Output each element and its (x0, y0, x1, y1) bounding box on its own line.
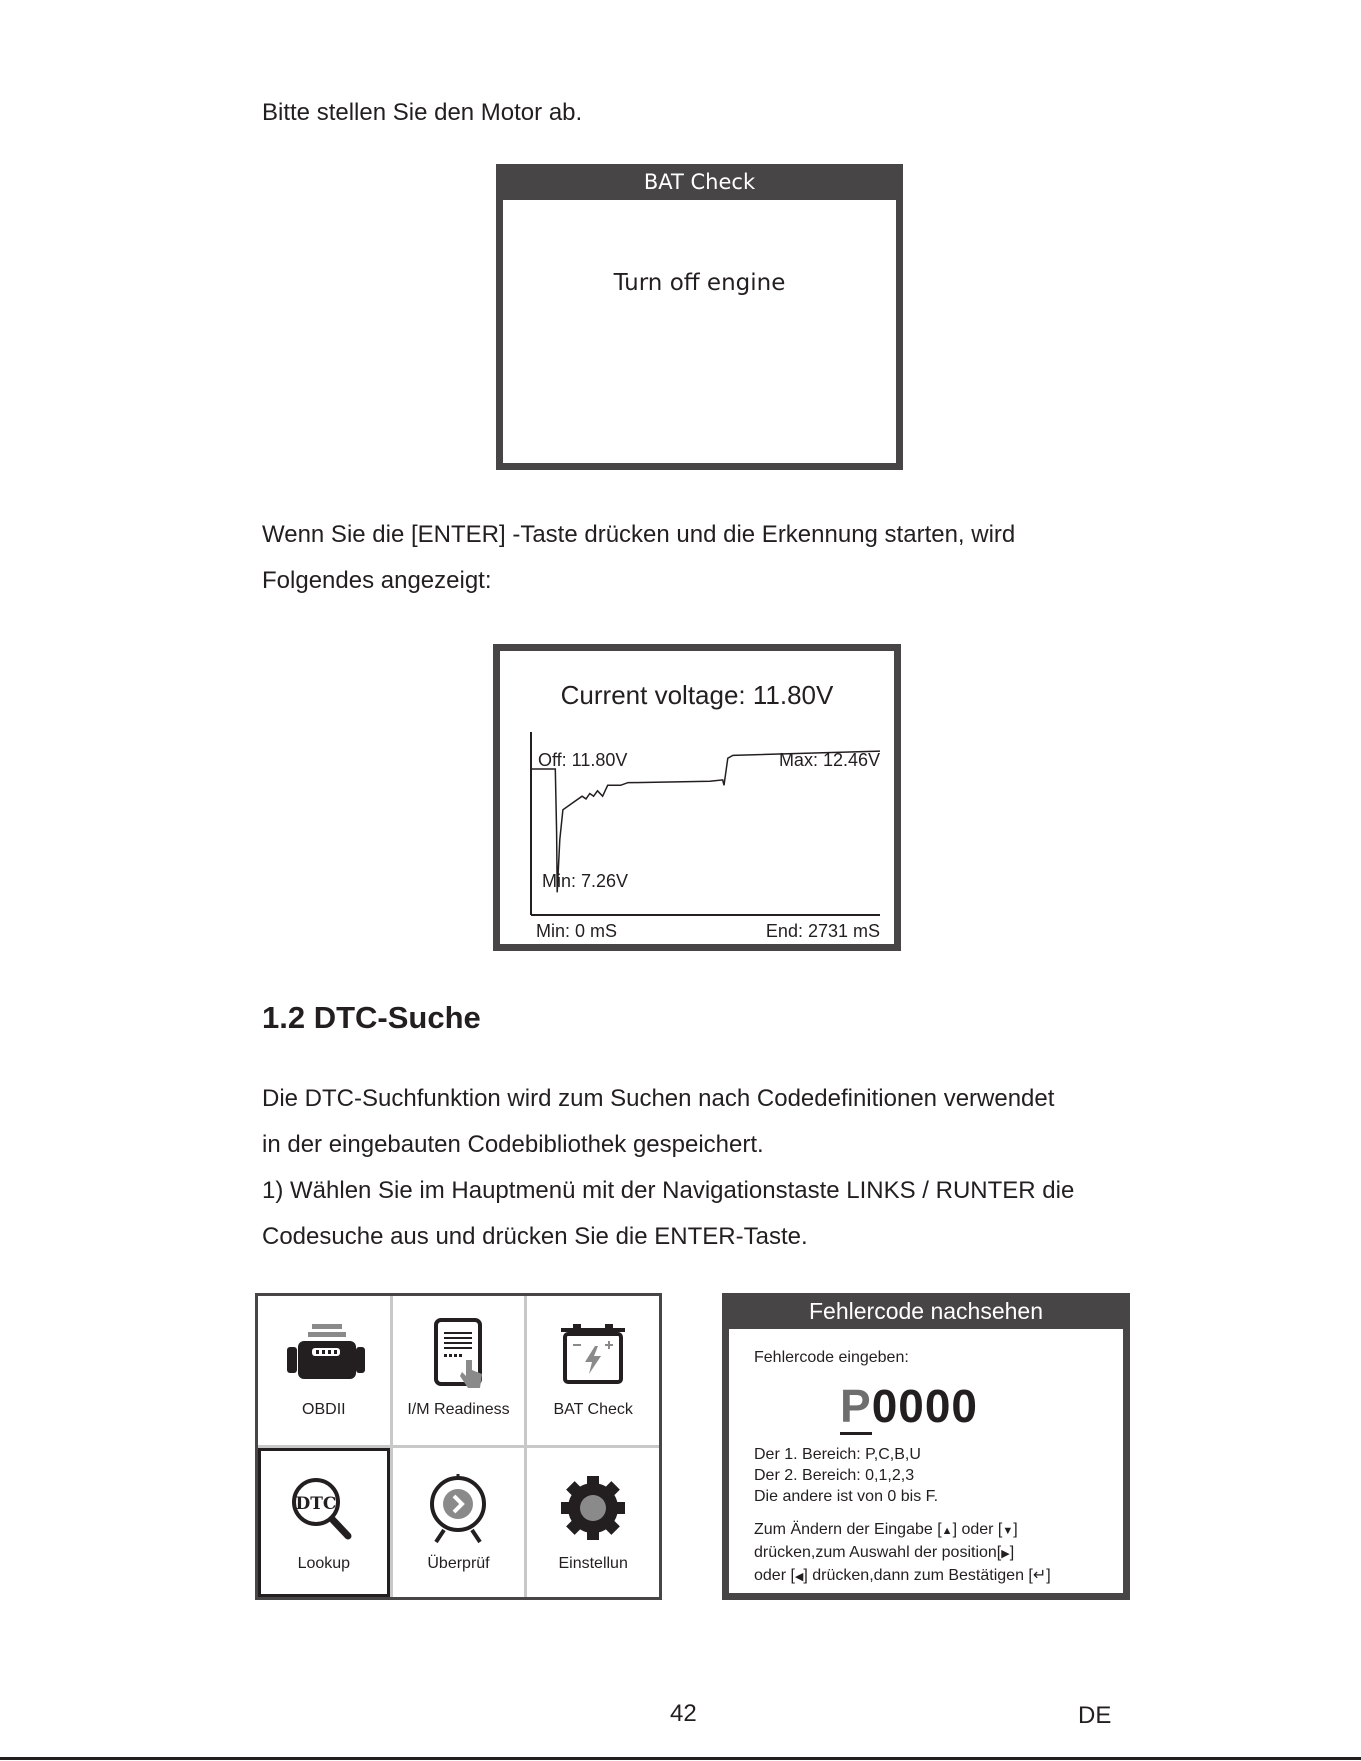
right-arrow-icon: ▶ (1001, 1548, 1010, 1560)
menu-item-label: BAT Check (553, 1401, 633, 1418)
screen-title: BAT Check (643, 170, 756, 194)
enter-key-icon: ↵ (1032, 1567, 1047, 1584)
language-code: DE (1078, 1702, 1112, 1729)
screen-title: Fehlercode nachsehen (809, 1298, 1043, 1324)
menu-item-label: OBDII (302, 1401, 346, 1418)
menu-item-label: Überprüf (427, 1555, 490, 1572)
help-text: ] drücken,dann zum Bestätigen [ (803, 1567, 1033, 1584)
help-text: drücken,zum Auswahl der position[ (754, 1544, 1002, 1561)
description-line2: in der eingebauten Codebibliothek gespeichert. (262, 1131, 764, 1158)
help-line (754, 1565, 1051, 1588)
voltage-chart (500, 651, 894, 944)
code-cursor-char: P (840, 1380, 872, 1435)
voltage-screen (493, 644, 901, 951)
time-end-label: End: 2731 mS (765, 921, 880, 941)
main-menu-grid (255, 1293, 662, 1600)
tablet-touch-icon (416, 1316, 500, 1396)
code-lookup-screen (722, 1293, 1130, 1600)
time-min-label: Min: 0 mS (536, 921, 618, 941)
menu-item-obdii[interactable] (258, 1296, 390, 1445)
help-text: ] oder [ (952, 1521, 1003, 1538)
menu-item-lookup[interactable] (258, 1448, 390, 1597)
screen-body (729, 1329, 1123, 1593)
description-line1: Die DTC-Suchfunktion wird zum Suchen nach Codedefinitionen verwendet (262, 1085, 1055, 1112)
step-line1: 1) Wählen Sie im Hauptmenü mit der Navigationstaste LINKS / RUNTER die (262, 1177, 1075, 1204)
menu-item-bat-check[interactable] (527, 1296, 659, 1445)
off-voltage-label: Off: 11.80V (538, 750, 628, 770)
gear-icon (551, 1472, 635, 1544)
enter-text-line1: Wenn Sie die [ENTER] -Taste drücken und die Erkennung starten, wird (262, 521, 1016, 548)
up-arrow-icon: ▲ (941, 1525, 953, 1537)
page-number: 42 (670, 1700, 697, 1727)
review-icon (416, 1472, 500, 1546)
info-line: Der 1. Bereich: P,C,B,U (754, 1446, 921, 1463)
help-text: ] (1009, 1544, 1015, 1561)
info-line: Der 2. Bereich: 0,1,2,3 (754, 1467, 915, 1484)
dtc-magnifier-icon (282, 1472, 366, 1544)
page-bottom-rule (0, 1757, 1361, 1760)
section-heading: 1.2 DTC-Suche (262, 1000, 481, 1035)
step-line2: Codesuche aus und drücken Sie die ENTER-Taste. (262, 1223, 808, 1250)
enter-text-line2: Folgendes angezeigt: (262, 567, 492, 594)
engine-icon (282, 1320, 366, 1392)
bat-check-screen (496, 164, 903, 470)
intro-text: Bitte stellen Sie den Motor ab. (262, 99, 583, 126)
code-input[interactable] (840, 1379, 978, 1433)
help-text: oder [ (754, 1567, 795, 1584)
help-text: ] (1013, 1521, 1018, 1538)
code-digits: 0000 (871, 1380, 979, 1432)
chart-title: Current voltage: 11.80V (560, 680, 834, 710)
max-voltage-label: Max: 12.46V (778, 750, 880, 770)
screen-message: Turn off engine (613, 270, 786, 296)
left-arrow-icon: ◀ (794, 1571, 804, 1583)
help-text: Zum Ändern der Eingabe [ (754, 1521, 942, 1538)
menu-item-label: Einstellun (558, 1555, 628, 1572)
menu-item-label: Lookup (297, 1555, 351, 1572)
info-line: Die andere ist von 0 bis F. (754, 1488, 939, 1505)
help-text: ] (1046, 1567, 1051, 1584)
code-info (754, 1444, 938, 1507)
code-help (754, 1519, 1051, 1588)
help-line (754, 1542, 1051, 1565)
min-voltage-label: Min: 7.26V (542, 871, 629, 891)
help-line (754, 1519, 1051, 1542)
down-arrow-icon: ▼ (1002, 1525, 1014, 1537)
menu-item-label: I/M Readiness (407, 1401, 510, 1418)
menu-item-im-readiness[interactable] (393, 1296, 525, 1445)
svg-text:DTC: DTC (295, 1494, 337, 1514)
menu-item-einstellun[interactable] (527, 1448, 659, 1597)
screen-body (503, 200, 896, 463)
menu-item-ueberpruef[interactable] (393, 1448, 525, 1597)
battery-icon (551, 1320, 635, 1392)
code-prompt: Fehlercode eingeben: (754, 1349, 909, 1366)
